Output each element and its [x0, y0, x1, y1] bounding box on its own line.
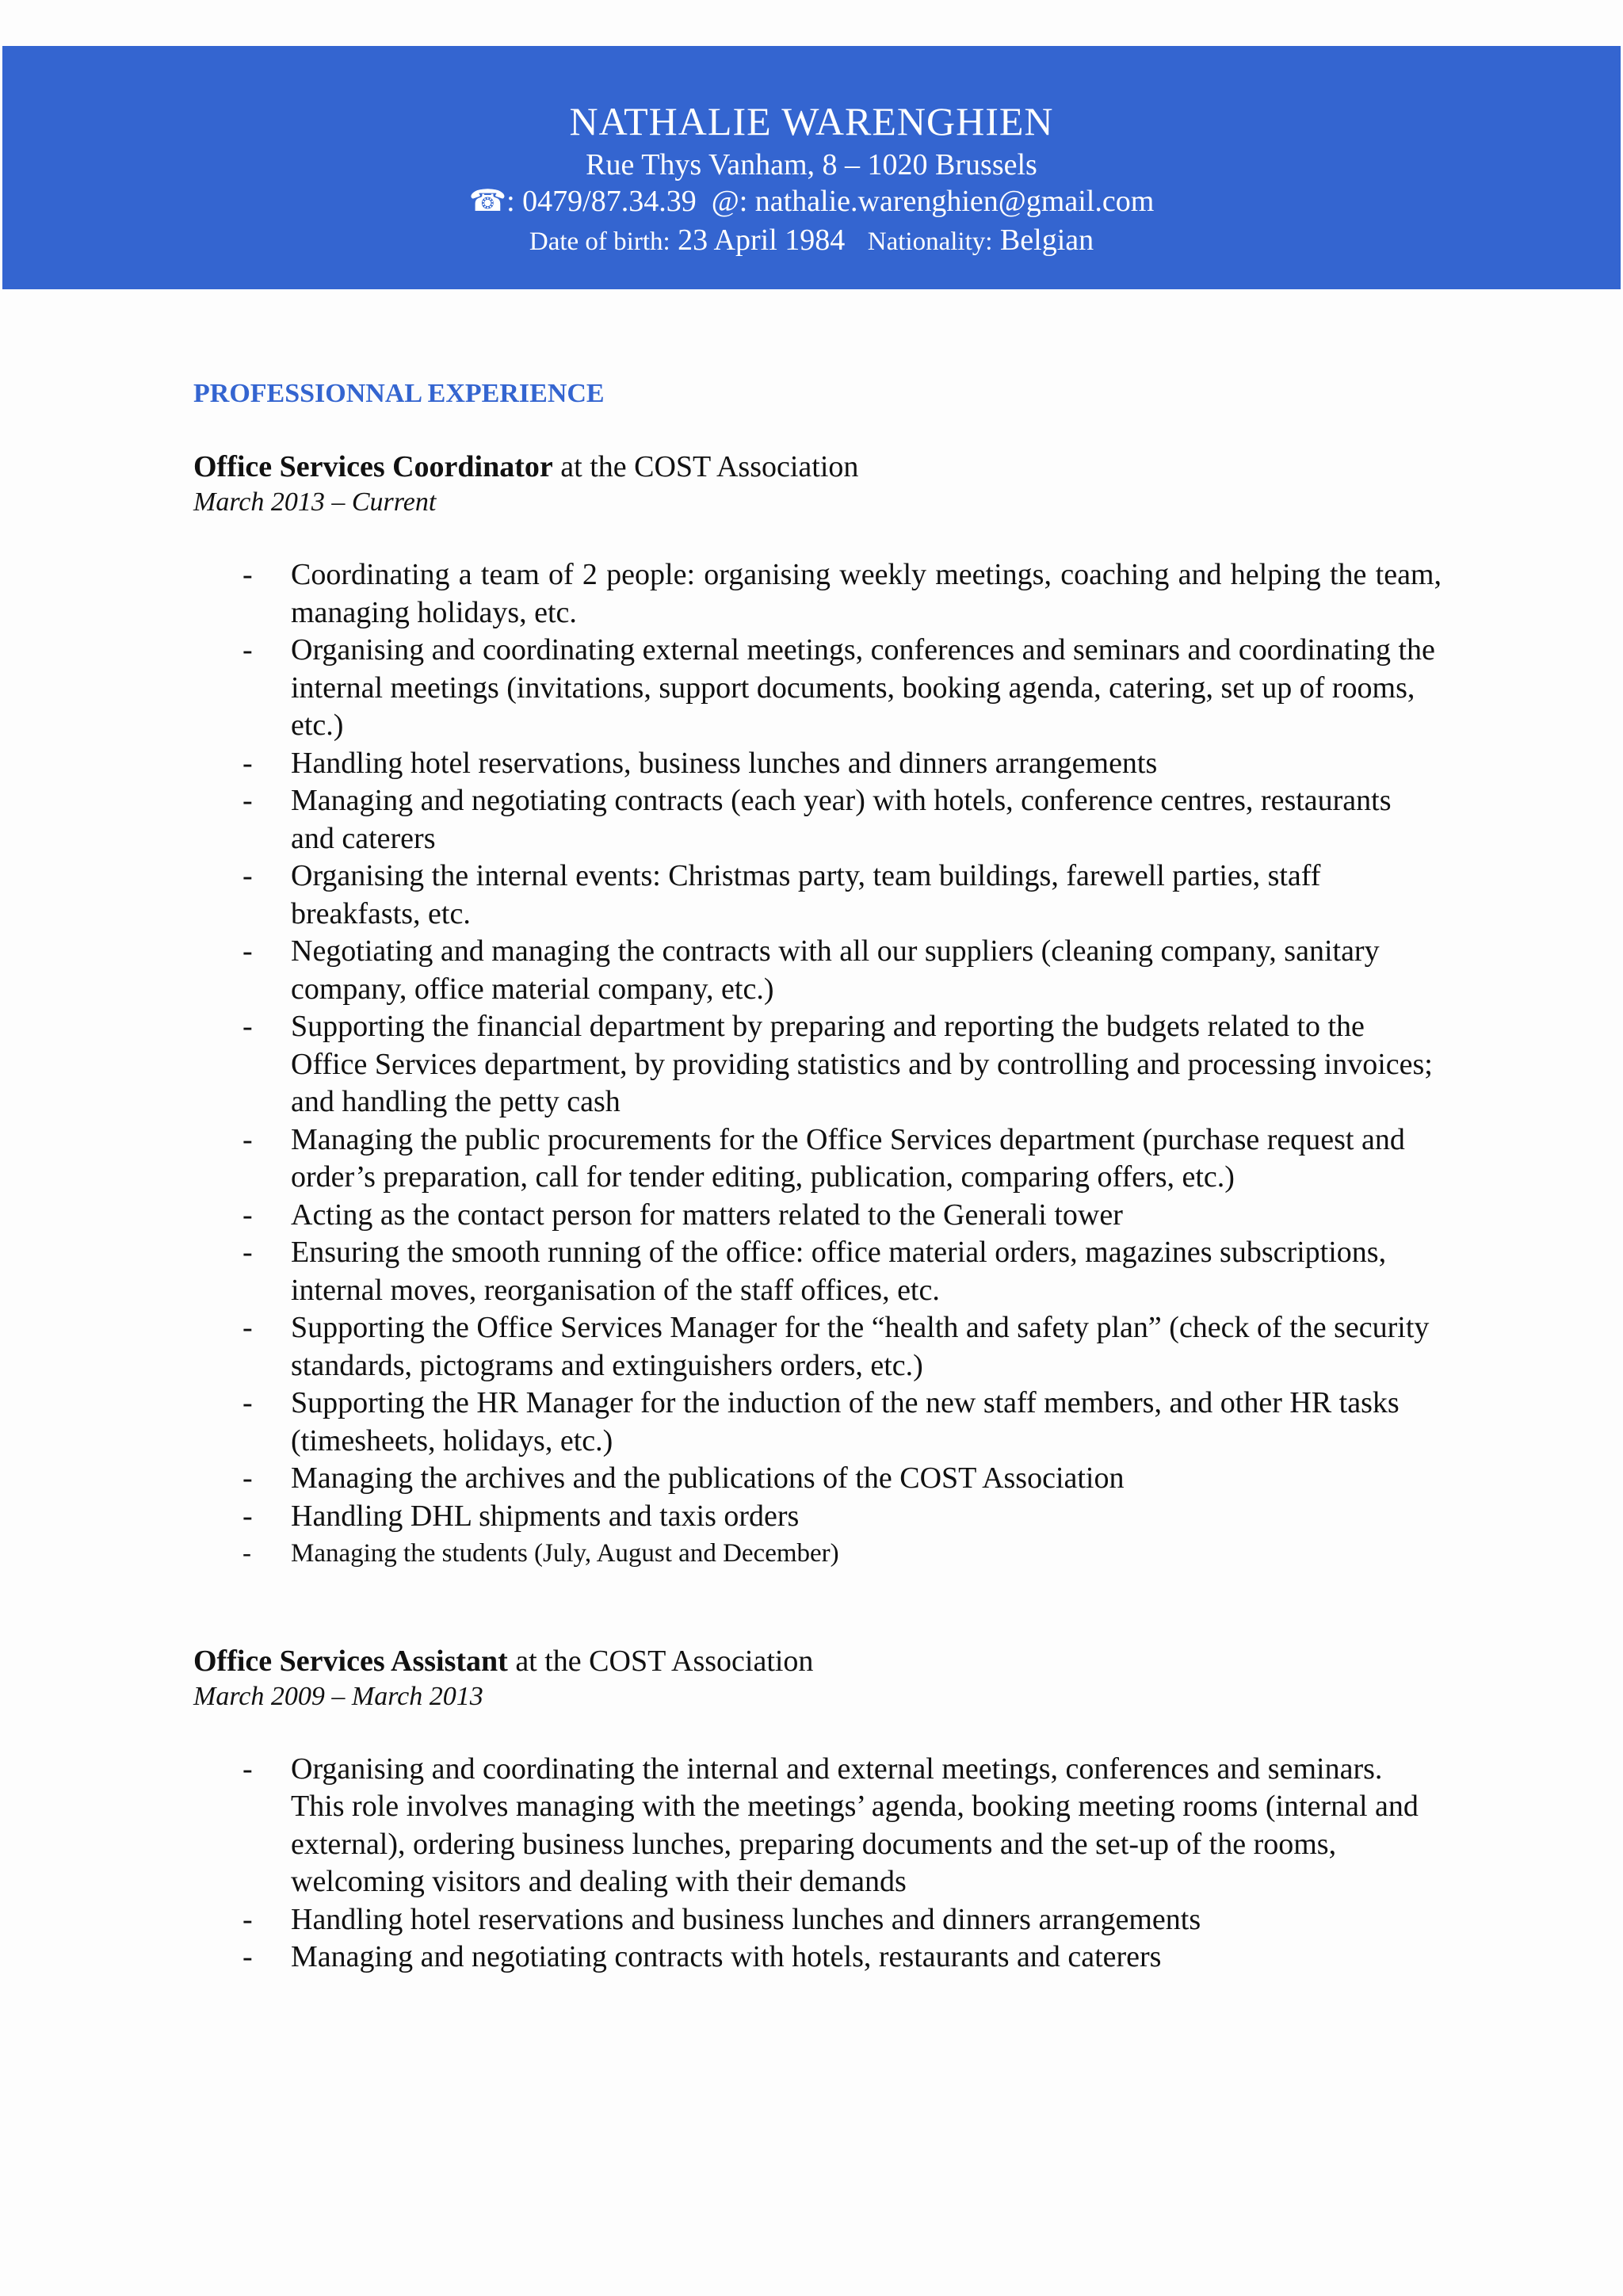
phone-number: 0479/87.34.39 [522, 185, 697, 218]
email-label: @: [711, 185, 748, 218]
bullet-marker: - [242, 784, 253, 817]
bullet-marker: - [242, 558, 253, 591]
list-item [193, 1309, 1442, 1385]
header-banner [2, 46, 1621, 289]
job-role: Office Services Coordinator [193, 450, 553, 483]
contact-line [2, 183, 1621, 220]
bullet-marker: - [242, 1010, 253, 1043]
list-item [193, 1385, 1442, 1460]
list-item [193, 632, 1442, 745]
list-item [193, 933, 1442, 1008]
job-entry [193, 449, 1442, 1573]
email-address: nathalie.warenghien@gmail.com [754, 185, 1155, 218]
job-dates: March 2009 – March 2013 [193, 1681, 483, 1711]
list-item [193, 858, 1442, 933]
duty-text: Organising and coordinating external meetings, conferences and seminars and coordinating the internal meetings (invitations, support documents, booking agenda, catering, set up of rooms, etc.) [291, 633, 1435, 742]
bullet-marker: - [242, 859, 253, 892]
list-item [193, 1751, 1442, 1901]
list-item [193, 1460, 1442, 1498]
bullet-marker: - [242, 1752, 253, 1786]
list-item [193, 1939, 1442, 1977]
duty-text: Organising and coordinating the internal and external meetings, conferences and seminars. [291, 1752, 1383, 1786]
candidate-name: NATHALIE WARENGHIEN [569, 99, 1054, 143]
bullet-marker: - [242, 1122, 253, 1156]
list-item [193, 1008, 1442, 1121]
duty-text: Managing the public procurements for the Office Services department (purchase request and order’s preparation, call for tender editing, publication, comparing offers, etc.) [291, 1122, 1405, 1194]
duty-text: Handling DHL shipments and taxis orders [291, 1499, 800, 1533]
phone-icon: ☎ [468, 185, 507, 218]
duty-text: Handling hotel reservations and business lunches and dinners arrangements [291, 1902, 1201, 1936]
bullet-marker: - [242, 1461, 253, 1495]
list-item [193, 1121, 1442, 1197]
bullet-marker: - [242, 746, 253, 780]
duty-text: Coordinating a team of 2 people: organising weekly meetings, coaching and helping the team, managing holidays, etc. [291, 558, 1442, 629]
bullet-marker: - [242, 1940, 253, 1973]
phone-separator: : [506, 185, 515, 218]
list-item [193, 1535, 1442, 1573]
resume-body [193, 377, 1442, 1977]
duty-text: Managing the archives and the publications of the COST Association [291, 1461, 1125, 1495]
list-item [193, 1197, 1442, 1235]
bullet-marker: - [242, 1311, 253, 1344]
duty-text: Managing the students (July, August and December) [291, 1539, 839, 1568]
duty-text: Supporting the HR Manager for the induction of the new staff members, and other HR tasks (timesheets, holidays, etc.) [291, 1386, 1400, 1457]
job-dates: March 2013 – Current [193, 487, 437, 517]
duty-text: Ensuring the smooth running of the office: office material orders, magazines subscriptions, internal moves, reorganisation of the staff offices, etc. [291, 1236, 1387, 1307]
list-item [193, 1234, 1442, 1309]
list-item [193, 556, 1442, 632]
job-duties [193, 556, 1442, 1573]
bullet-marker: - [242, 1499, 253, 1533]
list-item [193, 1498, 1442, 1536]
personal-details [2, 222, 1621, 260]
job-title [193, 1643, 1442, 1679]
duty-description: This role involves managing with the meetings’ agenda, booking meeting rooms (internal and external), ordering business lunches, preparing documents and the set-up of the rooms, welcoming visitors and dealing with their demands [291, 1790, 1419, 1898]
section-title: PROFESSIONNAL EXPERIENCE [193, 379, 605, 408]
duty-text: Supporting the Office Services Manager for the “health and safety plan” (check of the security standards, pictograms and extinguishers orders, etc.) [291, 1311, 1430, 1382]
nationality-label: Nationality: [867, 227, 993, 256]
duty-text: Supporting the financial department by preparing and reporting the budgets related to the Office Services department, by providing statistics and by controlling and processing invoices; and handling the petty cash [291, 1010, 1433, 1118]
bullet-marker: - [242, 1539, 251, 1568]
duty-text: Managing and negotiating contracts (each year) with hotels, conference centres, restaurants and caterers [291, 784, 1392, 855]
job-duties [193, 1751, 1442, 1977]
duty-text: Handling hotel reservations, business lunches and dinners arrangements [291, 746, 1158, 780]
list-item [193, 782, 1442, 858]
address: Rue Thys Vanham, 8 – 1020 Brussels [586, 148, 1037, 181]
list-item [193, 745, 1442, 783]
bullet-marker: - [242, 934, 253, 968]
bullet-marker: - [242, 1236, 253, 1269]
bullet-marker: - [242, 633, 253, 667]
job-organisation: at the COST Association [552, 450, 859, 483]
duty-text: Organising the internal events: Christmas party, team buildings, farewell parties, staff breakfasts, etc. [291, 859, 1321, 930]
job-role: Office Services Assistant [193, 1644, 508, 1678]
bullet-marker: - [242, 1198, 253, 1232]
list-item [193, 1901, 1442, 1939]
nationality-value: Belgian [999, 223, 1094, 257]
duty-text: Negotiating and managing the contracts with all our suppliers (cleaning company, sanitary company, office material company, etc.) [291, 934, 1380, 1006]
dob-value: 23 April 1984 [678, 223, 846, 257]
job-title [193, 449, 1442, 485]
dob-label: Date of birth: [529, 227, 670, 256]
job-entry [193, 1643, 1442, 1977]
duty-text: Managing and negotiating contracts with hotels, restaurants and caterers [291, 1940, 1162, 1973]
bullet-marker: - [242, 1386, 253, 1419]
job-organisation: at the COST Association [507, 1644, 814, 1678]
duty-text: Acting as the contact person for matters related to the Generali tower [291, 1198, 1123, 1232]
bullet-marker: - [242, 1902, 253, 1936]
